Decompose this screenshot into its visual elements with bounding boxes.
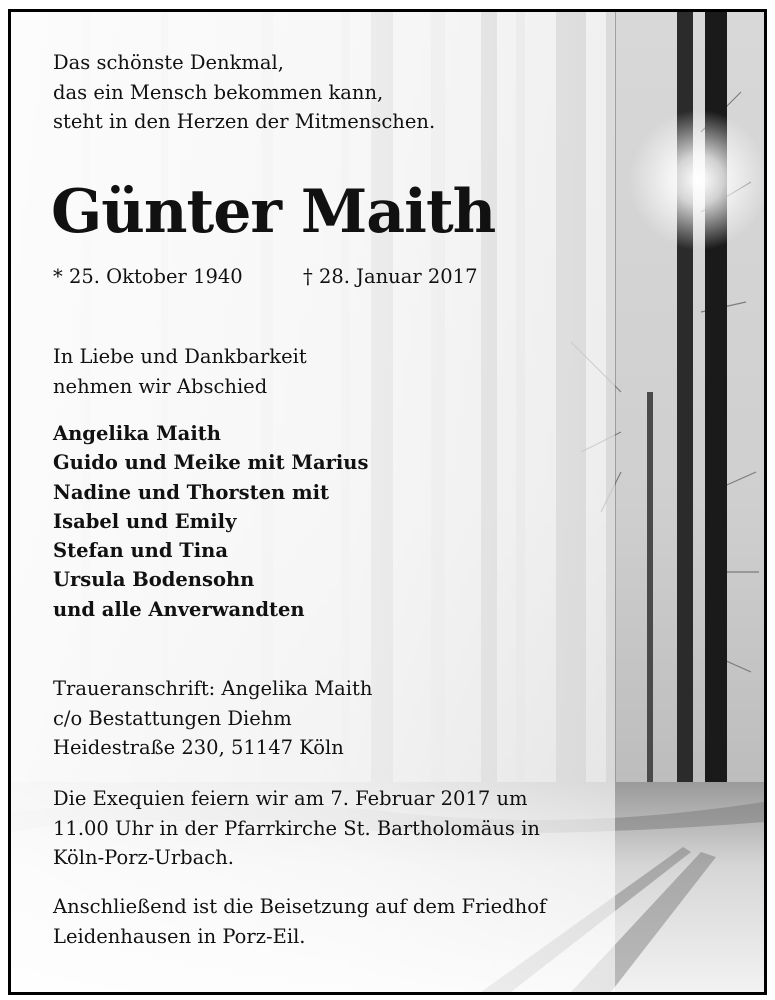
burial-line: Leidenhausen in Porz-Eil. [53,924,306,948]
birth-date: * 25. Oktober 1940 [53,265,243,288]
quote-line: steht in den Herzen der Mitmenschen. [53,110,436,133]
mourner-name: Isabel und Emily [53,509,237,533]
mourner-name: Ursula Bodensohn [53,568,255,592]
mourner-name: Nadine und Thorsten mit [53,480,330,504]
service-line: Die Exequien feiern wir am 7. Februar 2017 um [53,787,528,810]
quote-line: das ein Mensch bekommen kann, [53,80,384,104]
address-line: c/o Bestattungen Diehm [53,706,292,730]
service-line: 11.00 Uhr in der Pfarrkirche St. Bartholomäus in [53,816,540,840]
mourning-address [53,674,372,763]
address-line: Heidestraße 230, 51147 Köln [53,736,344,759]
address-line: Traueranschrift: Angelika Maith [53,677,373,700]
death-date: † 28. Januar 2017 [303,265,478,288]
mourner-name: und alle Anverwandten [53,597,305,621]
mourner-name: Guido und Meike mit Marius [53,451,369,475]
farewell-text [53,342,307,401]
memorial-quote [53,48,435,137]
farewell-line: In Liebe und Dankbarkeit [53,345,307,368]
service-line: Köln-Porz-Urbach. [53,846,234,869]
deceased-name: Günter Maith [51,177,496,247]
farewell-line: nehmen wir Abschied [53,374,268,398]
service-details [53,784,540,873]
burial-line: Anschließend ist die Beisetzung auf dem Friedhof [53,895,547,918]
mourners-list [53,419,368,624]
burial-details [53,892,546,951]
mourner-name: Angelika Maith [53,422,221,445]
quote-line: Das schönste Denkmal, [53,51,284,74]
mourner-name: Stefan und Tina [53,539,228,563]
obituary-frame [8,9,767,995]
